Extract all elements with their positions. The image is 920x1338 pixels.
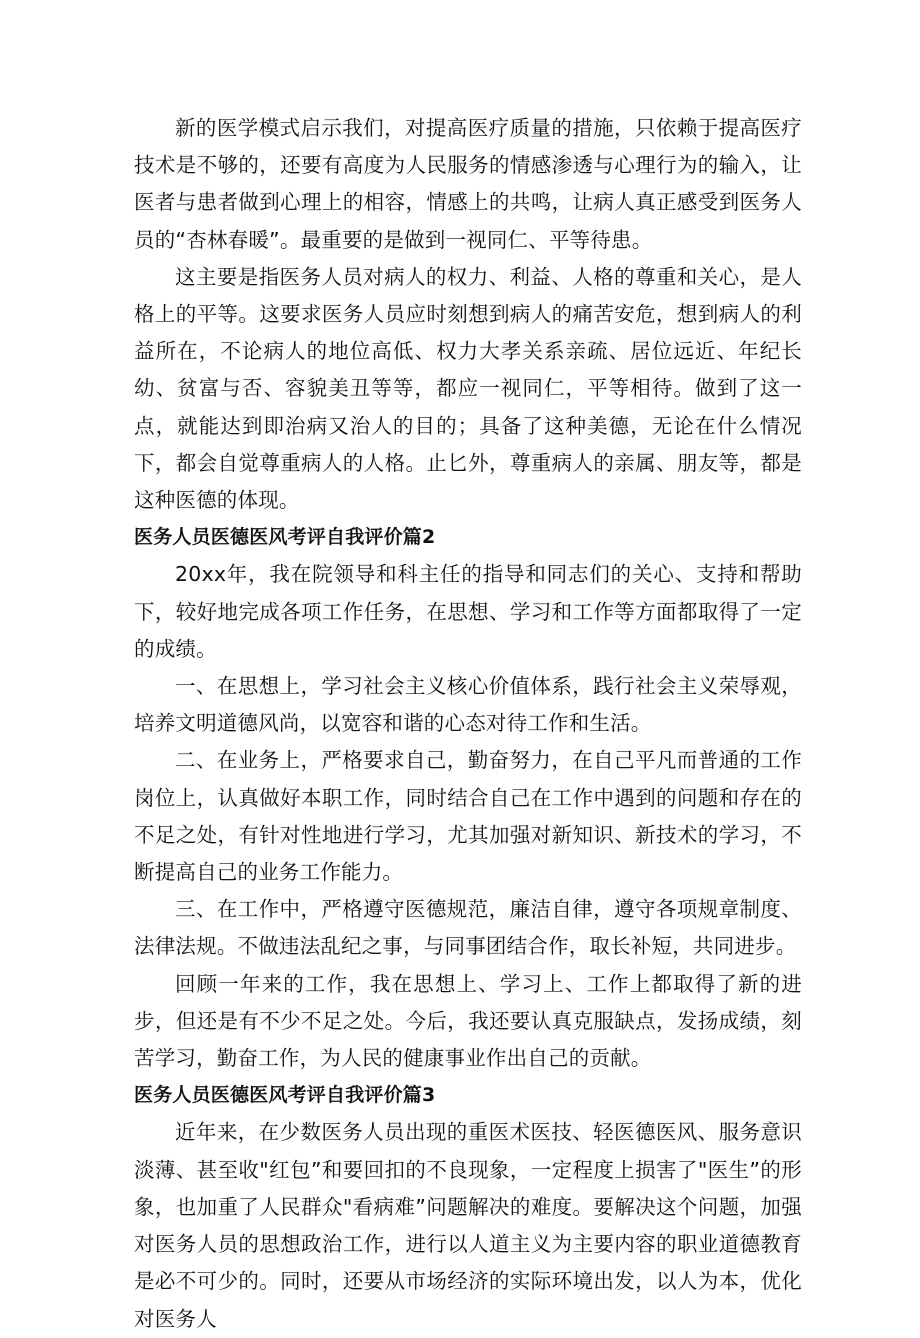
paragraph: 新的医学模式启示我们，对提高医疗质量的措施，只依赖于提高医疗技术是不够的，还要有高度为人民服务的情感渗透与心理行为的输入，让医者与患者做到心理上的相容，情感上的共鸣，让病人真正感受到医务人员的“杏林春暖”。最重要的是做到一视同仁、平等待患。 xyxy=(134,116,802,252)
paragraph: 20xx年，我在院领导和科主任的指导和同志们的关心、支持和帮助下，较好地完成各项工作任务，在思想、学习和工作等方面都取得了一定的成绩。 xyxy=(134,562,802,661)
paragraph: 回顾一年来的工作，我在思想上、学习上、工作上都取得了新的进步，但还是有不少不足之处。今后，我还要认真克服缺点，发扬成绩，刻苦学习，勤奋工作，为人民的健康事业作出自己的贡献。 xyxy=(134,971,802,1071)
paragraph: 三、在工作中，严格遵守医德规范，廉洁自律，遵守各项规章制度、法律法规。不做违法乱纪之事，与同事团结合作，取长补短，共同进步。 xyxy=(134,897,802,959)
paragraph: 这主要是指医务人员对病人的权力、利益、人格的尊重和关心，是人格上的平等。这要求医务人员应时刻想到病人的痛苦安危，想到病人的利益所在，不论病人的地位高低、权力大孝关系亲疏、居位远近、年纪长幼、贫富与否、容貌美丑等等，都应一视同仁，平等相待。做到了这一点，就能达到即治病又治人的目的；具备了这种美德，无论在什么情况下，都会自觉尊重病人的人格。止匕外，尊重病人的亲属、朋友等，都是这种医德的体现。 xyxy=(134,264,802,513)
paragraph: 二、在业务上，严格要求自己，勤奋努力，在自己平凡而普通的工作岗位上，认真做好本职工作，同时结合自己在工作中遇到的问题和存在的不足之处，有针对性地进行学习，尤其加强对新知识、新技术的学习，不断提高自己的业务工作能力。 xyxy=(134,748,802,885)
paragraph: 近年来，在少数医务人员出现的重医术医技、轻医德医风、服务意识淡薄、甚至收"红包”和要回扣的不良现象，一定程度上损害了"医生”的形象，也加重了人民群众"看病难”问题解决的难度。要解决这个问题，加强对医务人员的思想政治工作，进行以人道主义为主要内容的职业道德教育是必不可少的。同时，还要从市场经济的实际环境出发，以人为本，优化对医务人 xyxy=(134,1120,802,1331)
paragraph: 一、在思想上，学习社会主义核心价值体系，践行社会主义荣辱观，培养文明道德风尚，以宽容和谐的心态对待工作和生活。 xyxy=(134,674,802,736)
section-heading: 医务人员医德医风考评自我评价篇3 xyxy=(134,1084,436,1107)
section-heading: 医务人员医德医风考评自我评价篇2 xyxy=(134,526,436,549)
